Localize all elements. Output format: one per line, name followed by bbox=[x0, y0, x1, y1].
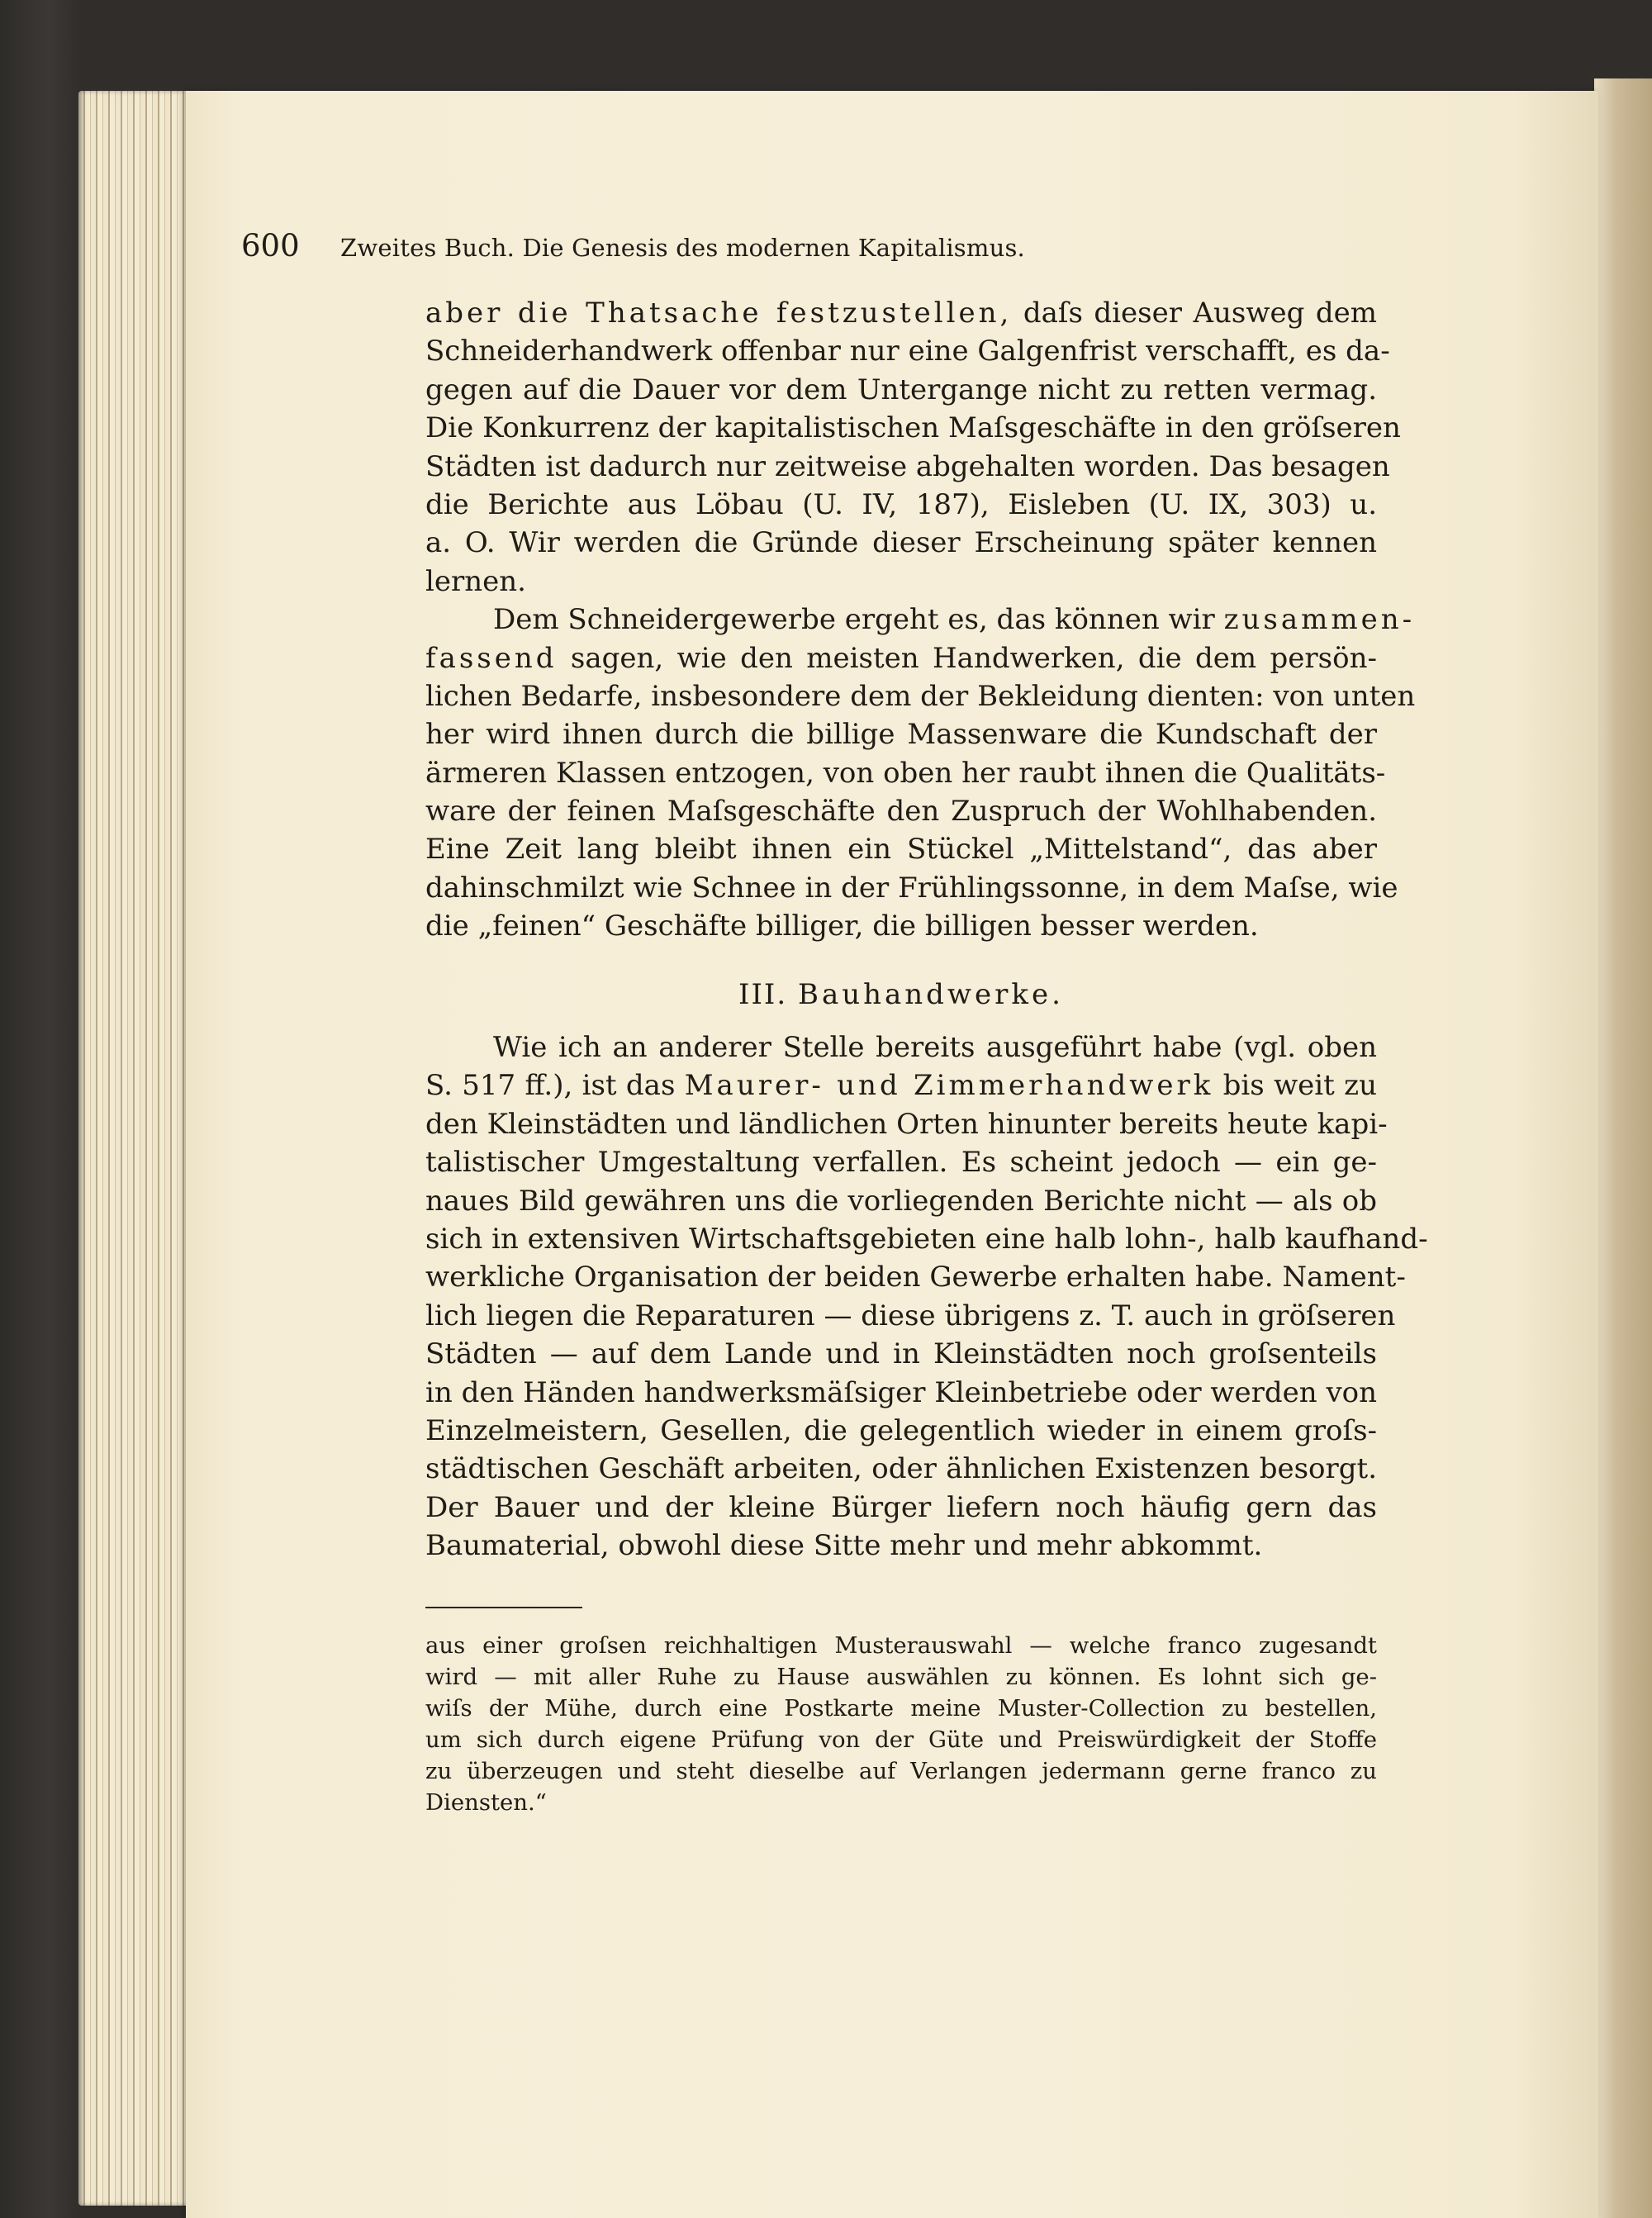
text-line bbox=[425, 486, 1377, 524]
text-line bbox=[425, 907, 1377, 945]
text-line bbox=[425, 1335, 1377, 1373]
text-line bbox=[425, 639, 1377, 677]
text-run: Der Bauer und der kleine Bürger liefern noch häufig gern das bbox=[425, 1490, 1377, 1524]
section-title: Bauhandwerke. bbox=[797, 977, 1064, 1011]
text-run: den Kleinstädten und ländlichen Orten hinunter bereits heute kapi- bbox=[425, 1107, 1388, 1141]
text-run: sich in extensiven Wirtschaftsgebieten eine halb lohn-, halb kaufhand- bbox=[425, 1222, 1428, 1256]
book-cover-edge bbox=[1594, 78, 1652, 2218]
spaced-emphasis: zusammen- bbox=[1223, 603, 1416, 637]
text-line bbox=[425, 677, 1416, 715]
text-run: ärmeren Klassen entzogen, von oben her raubt ihnen die Qualitäts- bbox=[425, 756, 1386, 790]
text-run: werkliche Organisation der beiden Gewerbe erhalten habe. Nament- bbox=[425, 1261, 1406, 1294]
text-run: daſs dieser Ausweg dem bbox=[1012, 297, 1377, 330]
text-run: talistischer Umgestaltung verfallen. Es scheint jedoch — ein ge- bbox=[425, 1146, 1377, 1180]
text-line bbox=[425, 830, 1377, 868]
text-line bbox=[425, 792, 1377, 830]
text-run: Einzelmeistern, Gesellen, die gelegentlich wieder in einem groſs- bbox=[425, 1413, 1377, 1447]
footnote-line: wird — mit aller Ruhe zu Hause auswählen zu können. Es lohnt sich ge- bbox=[425, 1663, 1377, 1690]
footnote-line: zu überzeugen und steht dieselbe auf Verlangen jedermann gerne franco zu bbox=[425, 1757, 1377, 1784]
text-line bbox=[425, 524, 1377, 562]
running-title: Zweites Buch. Die Genesis des modernen Kapitalismus. bbox=[340, 234, 1025, 262]
text-run: Dem Schneidergewerbe ergeht es, das können wir bbox=[493, 603, 1224, 637]
text-run: her wird ihnen durch die billige Massenware die Kundschaft der bbox=[425, 718, 1377, 752]
footnote-rule bbox=[425, 1607, 582, 1608]
text-line bbox=[425, 1182, 1377, 1220]
text-line bbox=[425, 601, 1416, 639]
text-run: lich liegen die Reparaturen — diese übrigens z. T. auch in gröſseren bbox=[425, 1299, 1396, 1332]
text-run: gegen auf die Dauer vor dem Untergange nicht zu retten vermag. bbox=[425, 373, 1377, 406]
text-run: städtischen Geschäft arbeiten, oder ähnlichen Existenzen besorgt. bbox=[425, 1452, 1377, 1486]
text-line bbox=[425, 715, 1377, 753]
footnote-line: wiſs der Mühe, durch eine Postkarte meine Muster-Collection zu bestellen, bbox=[425, 1694, 1377, 1722]
text-run: dahinschmilzt wie Schnee in der Frühlingssonne, in dem Maſse, wie bbox=[425, 871, 1398, 905]
page-number: 600 bbox=[241, 228, 300, 264]
text-line bbox=[425, 371, 1377, 409]
text-line bbox=[425, 1489, 1377, 1527]
footnote bbox=[425, 1630, 1377, 1818]
text-run: ware der feinen Maſsgeschäfte den Zuspruch der Wohlhabenden. bbox=[425, 795, 1377, 829]
text-run: die Berichte aus Löbau (U. IV, 187), Eisleben (U. IX, 303) u. bbox=[425, 487, 1377, 521]
text-line bbox=[425, 1297, 1396, 1335]
paragraph-2 bbox=[425, 601, 1416, 946]
text-run: a. O. Wir werden die Gründe dieser Erscheinung später kennen bbox=[425, 526, 1377, 560]
paragraph-1 bbox=[425, 294, 1401, 601]
paragraph-3 bbox=[425, 1028, 1428, 1565]
text-run: Die Konkurrenz der kapitalistischen Maſsgeschäfte in den gröſseren bbox=[425, 411, 1401, 445]
text-run: Baumaterial, obwohl diese Sitte mehr und mehr abkommt. bbox=[425, 1529, 1263, 1563]
text-run: die „feinen“ Geschäfte billiger, die billigen besser werden. bbox=[425, 910, 1259, 943]
text-line bbox=[425, 1220, 1428, 1258]
text-run: Wie ich an anderer Stelle bereits ausgeführt habe (vgl. oben bbox=[493, 1031, 1377, 1065]
spaced-emphasis: fassend bbox=[425, 641, 558, 675]
text-run: S. 517 ff.), ist das bbox=[425, 1069, 685, 1103]
text-line bbox=[425, 754, 1386, 792]
footnote-line: Diensten.“ bbox=[425, 1788, 547, 1816]
spaced-emphasis: aber die Thatsache festzustellen, bbox=[425, 297, 1013, 330]
text-run: bis weit zu bbox=[1213, 1069, 1377, 1103]
text-run: Städten — auf dem Lande und in Kleinstädten noch groſsenteils bbox=[425, 1337, 1377, 1371]
text-run: Eine Zeit lang bleibt ihnen ein Stückel „Mittelstand“, das aber bbox=[425, 833, 1377, 867]
text-line bbox=[425, 1374, 1377, 1412]
text-line bbox=[425, 869, 1398, 907]
text-line bbox=[425, 1105, 1388, 1143]
text-run: naues Bild gewähren uns die vorliegenden Berichte nicht — als ob bbox=[425, 1184, 1377, 1218]
text-run: sagen, wie den meisten Handwerken, die dem persön- bbox=[557, 641, 1377, 675]
text-line bbox=[425, 1527, 1377, 1565]
section-heading bbox=[425, 976, 1377, 1014]
footnote-line: aus einer groſsen reichhaltigen Musterauswahl — welche franco zugesandt bbox=[425, 1631, 1377, 1659]
text-line bbox=[425, 294, 1377, 332]
text-line bbox=[425, 1258, 1406, 1296]
section-numeral: III. bbox=[738, 977, 788, 1011]
text-line bbox=[425, 1450, 1377, 1488]
text-line bbox=[425, 409, 1401, 447]
text-line bbox=[425, 1412, 1377, 1450]
text-run: lichen Bedarfe, insbesondere dem der Bekleidung dienten: von unten bbox=[425, 679, 1416, 713]
text-line bbox=[425, 448, 1390, 486]
spaced-emphasis: Maurer- und Zimmerhandwerk bbox=[684, 1069, 1214, 1103]
footnote-line: um sich durch eigene Prüfung von der Güte und Preiswürdigkeit der Stoffe bbox=[425, 1726, 1377, 1753]
text-line bbox=[425, 1028, 1377, 1066]
text-line bbox=[425, 1066, 1377, 1104]
running-header bbox=[241, 228, 1381, 264]
page-stack-edges bbox=[78, 91, 194, 2206]
text-line bbox=[425, 563, 1377, 601]
text-line bbox=[425, 1143, 1377, 1181]
text-run: in den Händen handwerksmäſsiger Kleinbetriebe oder werden von bbox=[425, 1375, 1378, 1409]
text-run: Schneiderhandwerk offenbar nur eine Galgenfrist verschafft, es da- bbox=[425, 335, 1390, 368]
text-line bbox=[425, 332, 1390, 370]
text-run: Städten ist dadurch nur zeitweise abgehalten worden. Das besagen bbox=[425, 449, 1390, 483]
body-text bbox=[425, 294, 1428, 1818]
text-run: lernen. bbox=[425, 564, 526, 598]
